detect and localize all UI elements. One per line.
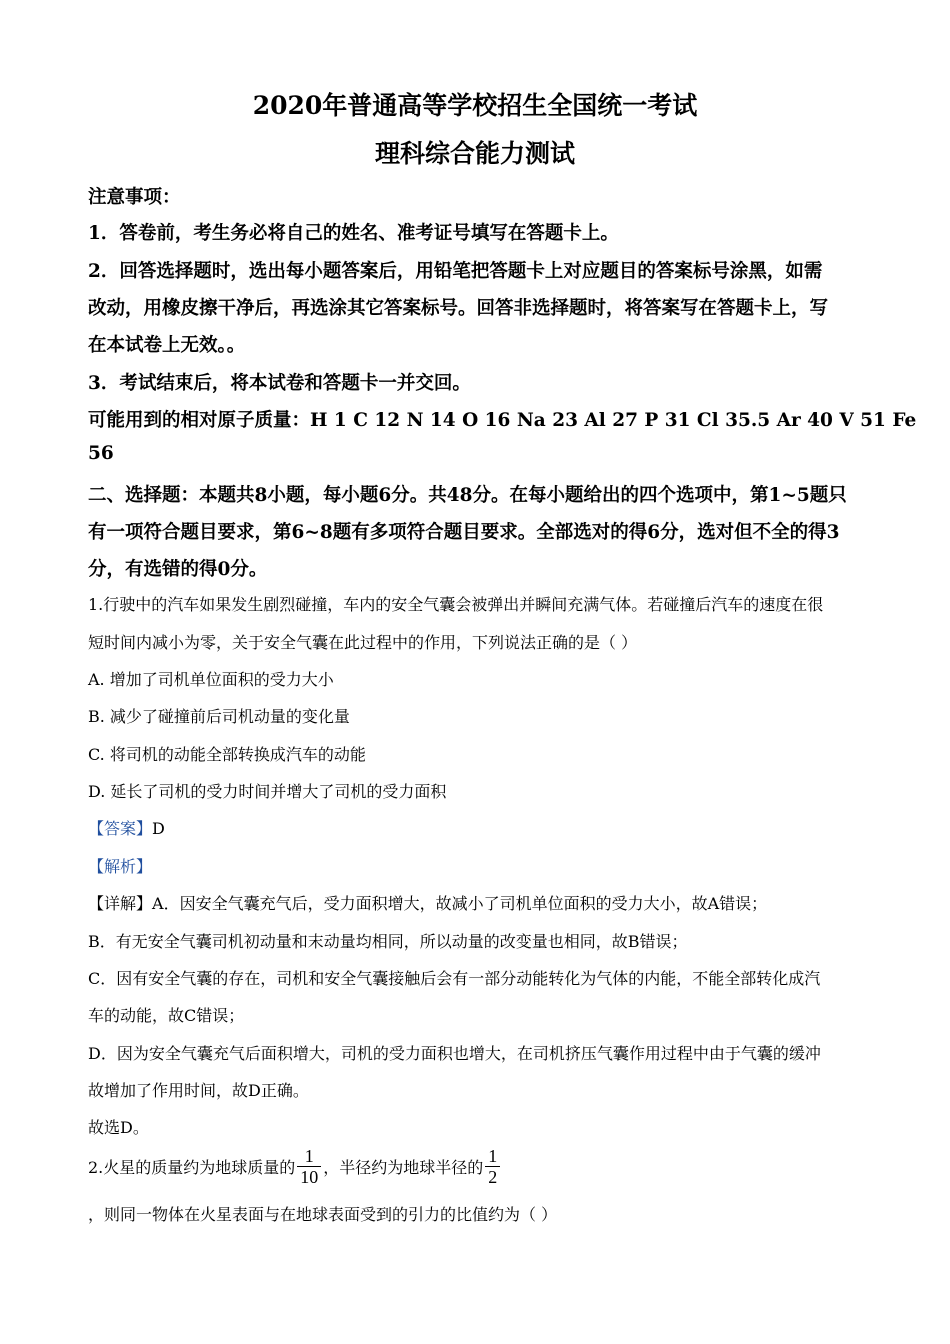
q2-text: 2.火星的质量约为地球质量的 — [88, 1158, 296, 1177]
q1-stem-line: 短时间内减小为零，关于安全气囊在此过程中的作用，下列说法正确的是（ ） — [88, 633, 638, 652]
detail-text: A．因安全气囊充气后，受力面积增大，故减小了司机单位面积的受力大小，故A错误； — [152, 894, 768, 913]
fraction-numerator: 1 — [304, 1146, 314, 1166]
q1-detail-line: 故增加了作用时间，故D正确。 — [88, 1081, 309, 1100]
exam-subtitle: 理科综合能力测试 — [374, 139, 575, 168]
q1-option-c: C. 将司机的动能全部转换成汽车的动能 — [88, 745, 366, 764]
notice-line: 在本试卷上无效。。 — [88, 335, 246, 356]
notice-line: 2．回答选择题时，选出每小题答案后，用铅笔把答题卡上对应题目的答案标号涂黑，如需 — [88, 261, 823, 282]
q1-detail-line — [88, 891, 767, 914]
analysis-label: 【解析】 — [88, 857, 153, 876]
q1-option-a: A. 增加了司机单位面积的受力大小 — [88, 670, 334, 689]
answer-value: D — [152, 819, 165, 838]
fraction-mass — [297, 1146, 321, 1187]
fraction-radius — [485, 1146, 500, 1187]
fraction-denominator: 10 — [297, 1166, 321, 1187]
q2-stem-line — [88, 1146, 502, 1187]
q1-detail-line: B．有无安全气囊司机初动量和末动量均相同，所以动量的改变量也相同，故B错误； — [88, 932, 688, 951]
q2-stem-line: ，则同一物体在火星表面与在地球表面受到的引力的比值约为（ ） — [88, 1205, 558, 1224]
notice-line: 1．答卷前，考生务必将自己的姓名、准考证号填写在答题卡上。 — [88, 223, 619, 244]
q1-answer — [88, 816, 165, 839]
fraction-denominator: 2 — [485, 1166, 500, 1187]
notice-heading: 注意事项： — [88, 187, 181, 208]
notice-line: 3．考试结束后，将本试卷和答题卡一并交回。 — [88, 373, 471, 394]
section-heading-line: 二、选择题：本题共8小题，每小题6分。共48分。在每小题给出的四个选项中，第1~5题只 — [88, 485, 847, 506]
detail-label: 【详解】 — [88, 894, 153, 913]
atomic-mass-line: 56 — [88, 443, 114, 464]
exam-title: 2020年普通高等学校招生全国统一考试 — [252, 91, 698, 120]
q2-text: ，半径约为地球半径的 — [323, 1158, 484, 1177]
q1-detail-line: 车的动能，故C错误； — [88, 1006, 245, 1025]
q1-option-b: B. 减少了碰撞前后司机动量的变化量 — [88, 707, 350, 726]
q1-detail-line: D．因为安全气囊充气后面积增大，司机的受力面积也增大，在司机挤压气囊作用过程中由于气囊的缓冲 — [88, 1044, 821, 1063]
notice-line: 改动，用橡皮擦干净后，再选涂其它答案标号。回答非选择题时，将答案写在答题卡上，写 — [88, 298, 829, 319]
section-heading-line: 有一项符合题目要求，第6~8题有多项符合题目要求。全部选对的得6分，选对但不全的得3 — [88, 522, 840, 543]
section-heading-line: 分，有选错的得0分。 — [88, 559, 268, 580]
q1-stem-line: 1.行驶中的汽车如果发生剧烈碰撞，车内的安全气囊会被弹出并瞬间充满气体。若碰撞后汽车的速度在很 — [88, 595, 824, 614]
q1-option-d: D. 延长了司机的受力时间并增大了司机的受力面积 — [88, 782, 447, 801]
atomic-mass-line: 可能用到的相对原子质量：H 1 C 12 N 14 O 16 Na 23 Al 27 P 31 Cl 35.5 Ar 40 V 51 Fe — [88, 410, 917, 431]
q1-detail-line: C．因有安全气囊的存在，司机和安全气囊接触后会有一部分动能转化为气体的内能，不能全部转化成汽 — [88, 969, 821, 988]
answer-label: 【答案】 — [88, 819, 153, 838]
q1-conclusion: 故选D。 — [88, 1118, 149, 1137]
fraction-numerator: 1 — [488, 1146, 498, 1166]
